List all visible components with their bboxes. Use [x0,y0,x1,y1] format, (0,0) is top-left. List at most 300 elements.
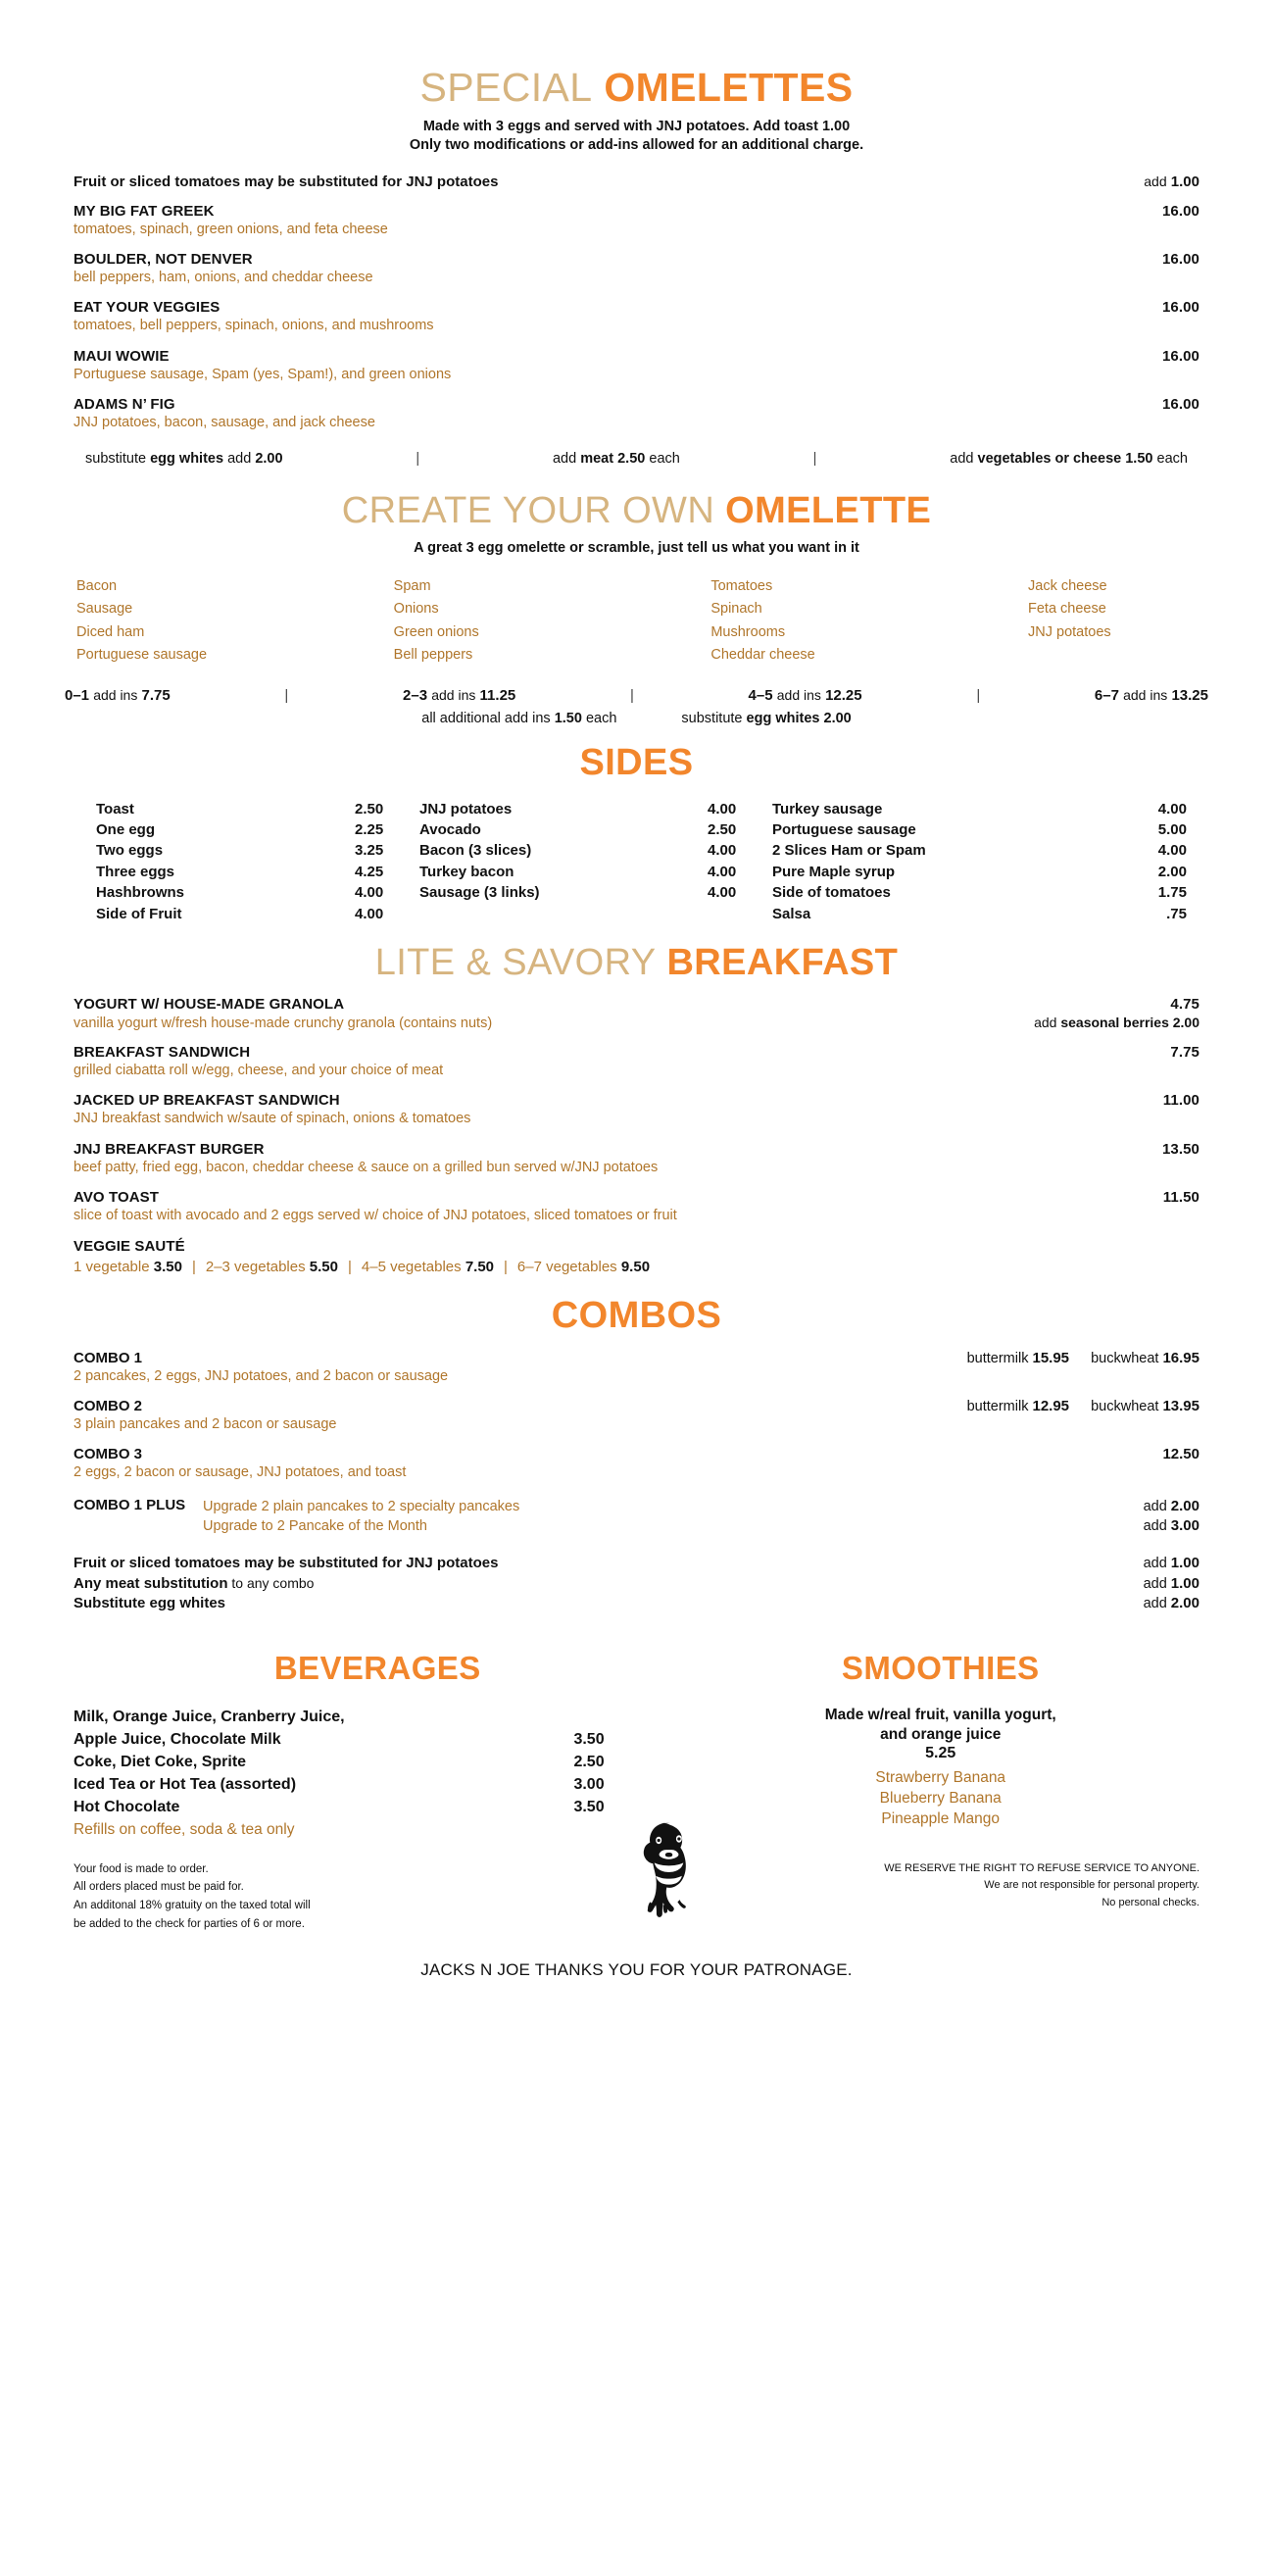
substitution-price [1144,1554,1200,1574]
strip-divider: | [416,450,420,467]
menu-item-price: 16.00 [1161,299,1200,317]
omelettes-addon-strip [85,451,1188,467]
veggie-tier-qty: 2–3 vegetables [205,1258,306,1275]
menu-item-title-row [73,996,1200,1013]
create-price-tiers [65,687,1208,704]
addon-egg-whites-pre: substitute [85,450,147,467]
beverage-name-line2: Apple Juice, Chocolate Milk [73,1730,281,1748]
menu-item [73,1044,1200,1079]
omelettes-substitution-text: Fruit or sliced tomatoes may be substituted for JNJ potatoes [73,173,499,190]
beverages-refill-note: Refills on coffee, soda & tea only [73,1820,295,1838]
menu-item-title-row [73,1238,1200,1255]
menu-item-description: Portuguese sausage, Spam (yes, Spam!), and green onions [73,366,452,382]
side-row [772,840,1187,861]
beverage-row [73,1706,681,1751]
ingredient: Cheddar cheese [710,647,815,664]
combo-plus-prices [1105,1497,1200,1537]
omelettes-subtitle-line1: Made with 3 eggs and served with JNJ potatoes. Add toast 1.00 [422,119,851,135]
tier-qty: 0–1 [65,686,90,704]
combo-buttermilk-label: buttermilk [966,1398,1029,1414]
beverages-list [73,1706,681,1839]
side-price: .75 [1166,905,1187,922]
ingredient-column [1028,575,1195,668]
menu-page [0,67,1273,2576]
section-heading-create-your-own [0,489,1273,531]
menu-item-price: 11.50 [1162,1189,1200,1207]
ingredient: Green onions [393,623,479,640]
tier-unit: add ins [1123,686,1168,703]
bottom-sections [0,1652,1273,1839]
menu-item-name: JNJ BREAKFAST BURGER [73,1140,265,1158]
ingredient: Bacon [76,577,118,594]
sides-grid [0,799,1273,925]
side-name: Portuguese sausage [772,821,916,838]
menu-item-title-row [73,299,1200,316]
section-heading-sides: SIDES [579,741,694,783]
beverage-name: Hot Chocolate [73,1799,180,1816]
menu-item [73,396,1200,431]
combo-name: COMBO 3 [73,1445,143,1462]
section-heading-beverages: BEVERAGES [273,1650,481,1687]
omelettes-subtitle-line2: Only two modifications or add-ins allowed for an additional charge. [409,137,864,154]
tier-price: 7.75 [141,686,171,704]
menu-item-title-row [73,1044,1200,1061]
side-price: 2.00 [1157,863,1187,880]
side-row [772,862,1187,882]
side-price: 4.00 [708,800,737,817]
tier-price: 12.25 [825,686,862,704]
beverage-price: 3.50 [573,1730,605,1748]
tier-divider: | [284,686,289,704]
combo-plus-label: COMBO 1 PLUS [73,1496,186,1513]
side-name: One egg [96,821,156,838]
tier-price: 13.25 [1171,686,1208,704]
menu-item-title-row [73,251,1200,268]
side-name: JNJ potatoes [419,800,513,817]
side-name: Salsa [772,905,811,922]
smoothies-subtitle [681,1706,1200,1745]
combo-buttermilk-label: buttermilk [966,1350,1029,1366]
menu-item-veggie-saute [73,1238,1200,1275]
extra-additional-addins [421,711,616,726]
heading-bold-word: OMELETTES [604,65,854,110]
ingredient: Sausage [76,601,133,618]
menu-item-title-row [73,396,1200,413]
tier-unit: add ins [776,686,821,703]
tier-qty: 4–5 [748,686,773,704]
tier-unit: add ins [93,686,138,703]
menu-item-name: AVO TOAST [73,1189,160,1207]
veggie-tier-qty: 6–7 vegetables [516,1258,617,1275]
combo-item [73,1350,1200,1384]
menu-item-description: tomatoes, spinach, green onions, and feta cheese [73,221,388,237]
menu-item-description: slice of toast with avocado and 2 eggs served w/ choice of JNJ potatoes, sliced tomatoes or fruit [73,1208,677,1224]
side-name: Pure Maple syrup [772,863,896,880]
fine-print-line: be added to the check for parties of 6 or more. [73,1917,305,1930]
side-price: 4.00 [708,842,737,860]
side-price: 4.00 [708,863,737,880]
side-row [96,799,419,819]
footer-thanks: JACKS N JOE THANKS YOU FOR YOUR PATRONAGE. [420,1960,853,1980]
combo-name: COMBO 2 [73,1397,143,1414]
menu-item-title-row [73,348,1200,365]
menu-item-name: BREAKFAST SANDWICH [73,1044,251,1062]
side-price: 4.00 [355,905,384,922]
heading-lite-word: LITE & SAVORY [374,942,657,984]
section-heading-smoothies: SMOOTHIES [841,1650,1040,1687]
veggie-tier-qty: 1 vegetable [73,1258,150,1275]
side-row [96,904,419,924]
substitution-line [73,1574,1200,1595]
menu-item-price: 13.50 [1161,1140,1200,1158]
omelettes-substitution-note [73,173,1200,190]
smoothies-price: 5.25 [925,1744,956,1761]
combo-title-row [73,1350,1200,1366]
menu-item-price: 11.00 [1162,1092,1200,1110]
extra-additional-post: each [585,710,617,726]
side-name: Three eggs [96,863,175,880]
addon-egg-whites-price: 2.00 [255,450,283,467]
beverage-name: Iced Tea or Hot Tea (assorted) [73,1776,297,1794]
ingredient: Mushrooms [710,623,786,640]
add-label: add [1143,1596,1167,1612]
extra-eggwhites-price: 2.00 [823,710,852,726]
menu-item-description: JNJ potatoes, bacon, sausage, and jack cheese [73,415,375,431]
heading-bold-word: BREAKFAST [666,942,899,984]
sides-column [419,799,772,925]
ingredient: Diced ham [76,623,145,640]
add-price: 2.00 [1170,1595,1200,1612]
menu-item-name: MY BIG FAT GREEK [73,202,215,220]
smoothies-section [681,1652,1200,1839]
combo-plus-upgrade-line: Upgrade 2 plain pancakes to 2 specialty pancakes [203,1498,520,1514]
beverages-section [73,1652,681,1839]
ingredient: Jack cheese [1028,577,1107,594]
ingredient: Tomatoes [710,577,773,594]
menu-item [73,251,1200,286]
price-tier [1095,687,1208,704]
side-price: 2.25 [355,821,384,838]
substitution-text [73,1554,498,1573]
menu-item-description: grilled ciabatta roll w/egg, cheese, and your choice of meat [73,1063,444,1079]
heading-lite-word: SPECIAL [419,65,593,110]
menu-item-price: 16.00 [1161,347,1200,365]
side-name: Turkey sausage [772,800,883,817]
combo-description: 2 eggs, 2 bacon or sausage, JNJ potatoes, and toast [73,1463,407,1480]
menu-item [73,348,1200,383]
price-tier [65,687,171,704]
side-price: 4.00 [355,884,384,902]
beverage-price: 2.50 [573,1754,605,1771]
menu-item-title-row [73,203,1200,220]
substitution-regular: to any combo [227,1574,315,1591]
side-name: Side of Fruit [96,905,182,922]
strip-divider: | [812,450,817,467]
smoothies-subtitle-line2: and orange juice [880,1725,1002,1743]
menu-item-description: beef patty, fried egg, bacon, cheddar cheese & sauce on a grilled bun served w/JNJ potatoes [73,1159,659,1175]
veggie-tier-divider: | [504,1258,508,1275]
fine-print-left [73,1860,592,1934]
side-name: 2 Slices Ham or Spam [772,842,926,860]
veggie-tier [517,1259,650,1275]
extra-egg-whites [681,711,851,726]
side-price: 4.00 [708,884,737,902]
combo-substitutions [73,1554,1200,1614]
side-row [419,882,772,903]
veggie-tier-divider: | [191,1258,196,1275]
addon-pre: add [1034,1015,1057,1031]
side-row [419,840,772,861]
extra-eggwhites-pre: substitute [681,710,743,726]
side-price: 5.00 [1157,821,1187,838]
sides-column [96,799,419,925]
smoothie-flavor: Strawberry Banana [875,1768,1006,1786]
combo-prices [967,1350,1200,1366]
tier-qty: 2–3 [403,686,428,704]
substitution-bold: Any meat substitution [73,1574,228,1592]
menu-item-name: MAUI WOWIE [73,347,170,365]
menu-item-name: JACKED UP BREAKFAST SANDWICH [73,1092,340,1110]
section-heading-combos: COMBOS [551,1294,722,1336]
side-name: Toast [96,800,134,817]
side-row [96,882,419,903]
addon-veg-cheese-pre: add [950,450,974,467]
menu-item-description: bell peppers, ham, onions, and cheddar cheese [73,270,373,285]
veggie-tier-price: 7.50 [465,1258,495,1275]
substitution-price [1144,1594,1200,1614]
fine-print-line: We are not responsible for personal property. [984,1879,1200,1892]
combo-plus-upgrades [203,1497,1105,1536]
addon-veg-cheese-post: each [1156,450,1188,467]
side-row [419,862,772,882]
add-label: add [1144,173,1167,189]
smoothie-flavor: Blueberry Banana [879,1789,1002,1807]
tier-qty: 6–7 [1094,686,1119,704]
veggie-tier-divider: | [347,1258,352,1275]
side-name: Sausage (3 links) [419,884,540,902]
combo-title-row [73,1446,1200,1462]
side-price: 1.75 [1157,884,1187,902]
omelettes-subtitle [0,118,1273,156]
combo-buckwheat-label: buckwheat [1091,1398,1159,1414]
ingredient-column [76,575,394,668]
combo-buckwheat-price: 13.95 [1162,1397,1200,1414]
veggie-tier-price: 9.50 [620,1258,651,1275]
veggie-tier-price: 3.50 [153,1258,182,1275]
fine-print-line: An additonal 18% gratuity on the taxed total will [73,1899,311,1911]
add-price: 1.00 [1170,1574,1200,1592]
addon-price: 2.00 [1172,1015,1200,1031]
menu-item-price: 4.75 [1170,996,1200,1014]
side-name: Turkey bacon [419,863,514,880]
bulldog-logo-icon [634,1819,707,1921]
menu-item-price: 16.00 [1161,202,1200,220]
tier-divider: | [976,686,981,704]
ingredient: Bell peppers [393,647,473,664]
menu-item-name: EAT YOUR VEGGIES [73,299,220,317]
veggie-tier [206,1259,338,1275]
side-row [96,840,419,861]
substitution-bold: Fruit or sliced tomatoes may be substituted for JNJ potatoes [73,1554,499,1571]
addon-meat-pre: add [552,450,577,467]
veggie-tier [362,1259,494,1275]
fine-print-line: No personal checks. [1102,1897,1200,1909]
tier-price: 11.25 [479,686,516,704]
menu-item-name: BOULDER, NOT DENVER [73,251,253,268]
addon-meat [553,451,680,467]
addon-egg-whites [85,451,283,467]
add-label: add [1143,1575,1167,1592]
substitution-price [1144,1574,1200,1595]
create-subtitle: A great 3 egg omelette or scramble, just tell us what you want in it [414,540,859,557]
fine-print-right [749,1860,1200,1912]
fine-print-row [0,1860,1273,1934]
veggie-tier [73,1259,182,1275]
substitution-text [73,1594,225,1613]
veggie-tier-price: 5.50 [309,1258,338,1275]
combo-item [73,1446,1200,1480]
menu-item-title-row [73,1141,1200,1158]
combo-description: 3 plain pancakes and 2 bacon or sausage [73,1415,337,1432]
menu-item-description-row [73,1015,1200,1031]
heading-bold-word: OMELETTE [725,489,932,531]
substitution-line [73,1594,1200,1614]
menu-item-description: vanilla yogurt w/fresh house-made crunchy granola (contains nuts) [73,1016,493,1032]
menu-item-addon [1034,1015,1200,1030]
combo-price: 12.50 [1162,1445,1200,1462]
addon-meat-post: each [649,450,680,467]
section-heading-special-omelettes [0,67,1273,109]
combo-plus-block [73,1497,1200,1537]
menu-item [73,1092,1200,1127]
side-row [419,819,772,840]
combo-plus-price-line [1105,1497,1200,1517]
ingredient-column [710,575,1028,668]
ingredient-column [394,575,711,668]
side-row [772,819,1187,840]
logo-container [592,1860,750,1921]
menu-item-price: 16.00 [1161,396,1200,414]
side-price: 4.00 [1157,800,1187,817]
veggie-saute-tiers [73,1259,1200,1275]
menu-item-price: 16.00 [1161,251,1200,268]
menu-item-name: VEGGIE SAUTÉ [73,1237,185,1255]
side-price: 2.50 [708,821,737,838]
extra-additional-price: 1.50 [554,710,582,726]
addon-veg-cheese [950,451,1188,467]
side-row [96,819,419,840]
combo-plus-price-line [1105,1516,1200,1537]
menu-item-name: ADAMS N’ FIG [73,396,175,414]
fine-print-line: All orders placed must be paid for. [73,1881,244,1894]
substitution-bold: Substitute egg whites [73,1595,226,1612]
menu-item [73,299,1200,334]
ingredient: Onions [393,601,439,618]
side-row [772,882,1187,903]
side-name: Hashbrowns [96,884,185,902]
addon-egg-whites-mid: add [227,450,252,467]
omelettes-body [0,173,1273,467]
side-name: Bacon (3 slices) [419,842,532,860]
beverage-row [73,1773,681,1796]
menu-item-title-row [73,1189,1200,1206]
addon-meat-price: 2.50 [617,450,646,467]
menu-item [73,1189,1200,1224]
fine-print-line: WE RESERVE THE RIGHT TO REFUSE SERVICE TO ANYONE. [884,1861,1200,1874]
combo-plus-upgrade-line: Upgrade to 2 Pancake of the Month [203,1517,427,1534]
combo-name: COMBO 1 [73,1349,143,1366]
add-label: add [1143,1518,1167,1535]
addon-label: seasonal berries [1060,1015,1169,1031]
combo-title-row [73,1398,1200,1414]
beverage-price: 3.00 [573,1776,605,1794]
beverage-name-line1: Milk, Orange Juice, Cranberry Juice, [73,1708,345,1725]
menu-item-description: JNJ breakfast sandwich w/saute of spinach, onions & tomatoes [73,1111,471,1127]
combo-buckwheat-price: 16.95 [1162,1349,1200,1366]
extra-eggwhites-label: egg whites [746,710,820,726]
create-extra-notes [0,711,1273,726]
side-row [96,862,419,882]
substitution-text [73,1574,314,1594]
menu-item [73,1141,1200,1176]
smoothies-subtitle-line1: Made w/real fruit, vanilla yogurt, [824,1706,1056,1723]
ingredient: Portuguese sausage [76,647,208,664]
smoothie-flavor: Pineapple Mango [881,1809,1001,1827]
side-price: 2.50 [355,800,384,817]
price-tier [403,687,515,704]
veggie-tier-qty: 4–5 vegetables [361,1258,462,1275]
add-price: 1.00 [1170,173,1200,190]
lite-body [0,996,1273,1275]
substitution-line [73,1554,1200,1574]
add-price: 2.00 [1170,1497,1200,1514]
tier-unit: add ins [431,686,476,703]
menu-item-name: YOGURT W/ HOUSE-MADE GRANOLA [73,996,345,1014]
add-label: add [1143,1498,1167,1514]
add-price: 3.00 [1170,1517,1200,1535]
menu-item [73,996,1200,1031]
combo-buttermilk-price: 15.95 [1032,1349,1070,1366]
add-price: 1.00 [1170,1554,1200,1571]
heading-lite-word: CREATE YOUR OWN [341,489,715,531]
addon-meat-label: meat [580,450,614,467]
combos-body [0,1350,1273,1615]
combo-description: 2 pancakes, 2 eggs, JNJ potatoes, and 2 bacon or sausage [73,1367,449,1384]
price-tier [749,687,862,704]
fine-print-line: Your food is made to order. [73,1862,209,1875]
side-name: Avocado [419,821,481,838]
combo-buttermilk-price: 12.95 [1032,1397,1070,1414]
side-price: 4.00 [1157,842,1187,860]
menu-item [73,203,1200,238]
beverage-row [73,1751,681,1773]
addon-egg-whites-label: egg whites [150,450,224,467]
beverage-price: 3.50 [573,1799,605,1816]
side-name: Side of tomatoes [772,884,891,902]
sides-column [772,799,1187,925]
ingredient: Spinach [710,601,762,618]
side-row [772,799,1187,819]
side-name: Two eggs [96,842,164,860]
beverage-name: Coke, Diet Coke, Sprite [73,1754,247,1771]
add-label: add [1143,1555,1167,1571]
menu-item-price: 7.75 [1170,1044,1200,1062]
side-row [772,904,1187,924]
omelettes-substitution-price [1144,173,1200,190]
beverage-row [73,1796,681,1818]
smoothies-flavor-list [681,1768,1200,1829]
create-ingredient-columns [0,575,1273,668]
